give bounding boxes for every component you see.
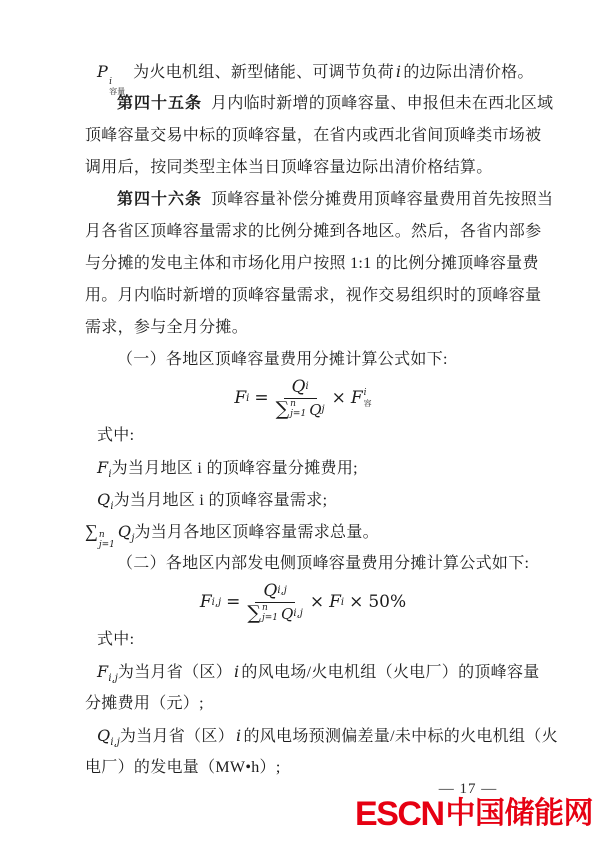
multiply-sign: × bbox=[349, 592, 364, 612]
article-46-line-3: 与分摊的发电主体和市场化用户按照 1:1 的比例分摊顶峰容量费 bbox=[85, 255, 539, 272]
where-label-1: 式中: bbox=[97, 427, 135, 444]
definition-p-capacity bbox=[85, 56, 534, 97]
logo-escn-text: ESCN bbox=[355, 795, 444, 833]
sigma-limits: n j=1 bbox=[290, 398, 307, 419]
math-var-p: P bbox=[97, 62, 109, 81]
definition-fi: $F_i$为当月地区 i 的顶峰容量分摊费用; bbox=[97, 458, 358, 481]
fraction bbox=[247, 581, 302, 624]
article-46-line-5: 需求，参与全月分摊。 bbox=[85, 319, 249, 336]
math-var-i: i bbox=[234, 662, 240, 681]
where-label-2: 式中: bbox=[97, 631, 135, 648]
math-var-f-capacity: F bbox=[350, 388, 363, 408]
fraction bbox=[276, 377, 325, 420]
definition-fij-line-1: $F_{i,j}$为当月省（区） i 的风电场/火电机组（火电厂）的顶峰容量 bbox=[97, 662, 540, 685]
article-45-line-1 bbox=[85, 88, 554, 120]
article-45-text: 月内临时新增的顶峰容量、申报但未在西北区域 bbox=[211, 95, 554, 112]
logo-chinese-text: 中国储能网 bbox=[445, 797, 593, 830]
item-2-heading: （二）各地区内部发电侧顶峰容量费用分摊计算公式如下: bbox=[117, 555, 530, 572]
fraction-numerator: Q i,j bbox=[255, 581, 294, 603]
multiply-sign: × bbox=[331, 388, 346, 408]
math-supsub: i 容 bbox=[363, 388, 372, 408]
sigma-symbol: ∑ bbox=[85, 521, 98, 541]
article-45-line-3: 调用后，按同类型主体当日顶峰容量边际出清价格结算。 bbox=[85, 159, 493, 176]
fraction-numerator: Q i bbox=[284, 377, 317, 399]
article-45-line-2: 顶峰容量交易中标的顶峰容量，在省内或西北省间顶峰类市场被 bbox=[85, 127, 542, 144]
definition-qij-line-2: 电厂）的发电量（MW•h）; bbox=[85, 759, 281, 776]
page-number: — 17 — bbox=[438, 781, 498, 797]
fraction-denominator: ∑ n j=1 Q i,j bbox=[247, 602, 303, 624]
definition-fij-line-2: 分摊费用（元）; bbox=[85, 695, 204, 712]
definition-qij-line-1: $Q_{i,j}$为当月省（区） i 的风电场预测偏差量/未中标的火电机组（火 bbox=[97, 726, 558, 749]
item-1-heading: （一）各地区顶峰容量费用分摊计算公式如下: bbox=[117, 351, 448, 368]
math-var-i: i bbox=[395, 62, 402, 81]
math-supsub: i 容量 bbox=[109, 77, 126, 97]
sigma-limits: n j=1 bbox=[261, 602, 279, 623]
sigma-symbol: ∑ bbox=[247, 602, 261, 624]
math-var-i: i bbox=[236, 726, 242, 745]
article-46-text: 顶峰容量补偿分摊费用顶峰容量费用首先按照当 bbox=[211, 191, 554, 208]
multiply-sign: × bbox=[309, 592, 325, 612]
equals-sign: = bbox=[254, 388, 269, 408]
article-46-line-4: 用。月内临时新增的顶峰容量需求，视作交易组织时的顶峰容量 bbox=[85, 287, 542, 304]
equals-sign: = bbox=[226, 592, 241, 612]
math-sub: i bbox=[246, 392, 250, 404]
definition-qi: $Q_i$为当月地区 i 的顶峰容量需求; bbox=[97, 490, 328, 513]
document-body bbox=[85, 56, 558, 784]
article-45-heading: 第四十五条 bbox=[117, 95, 203, 112]
fraction-denominator: ∑ n j=1 Q j bbox=[275, 398, 325, 420]
escn-watermark-logo bbox=[355, 797, 593, 831]
article-46-line-2: 月各省区顶峰容量需求的比例分摊到各地区。然后，各省内部参 bbox=[85, 223, 542, 240]
formula-generation-side: F i,j = Q i,j ∑ n j=1 Q i,j × F i × 50% bbox=[199, 580, 407, 624]
definition-text: 的边际出清价格。 bbox=[403, 64, 534, 81]
sigma-limits: n j=1 bbox=[98, 530, 115, 550]
definition-sum: ∑ n j=1 $Q_j$为当月各地区顶峰容量需求总量。 bbox=[85, 521, 379, 550]
definition-text: 为火电机组、新型储能、可调节负荷 bbox=[133, 64, 394, 81]
article-46-line-1 bbox=[85, 184, 554, 216]
article-46-heading: 第四十六条 bbox=[117, 191, 203, 208]
math-var-fi: F bbox=[329, 592, 341, 612]
percentage-value: 50% bbox=[368, 592, 407, 612]
math-var-f: F bbox=[234, 388, 247, 408]
math-sub: i,j bbox=[211, 596, 222, 608]
formula-region-allocation bbox=[85, 376, 521, 420]
math-var-f: F bbox=[199, 592, 212, 612]
sigma-symbol: ∑ bbox=[275, 398, 290, 420]
